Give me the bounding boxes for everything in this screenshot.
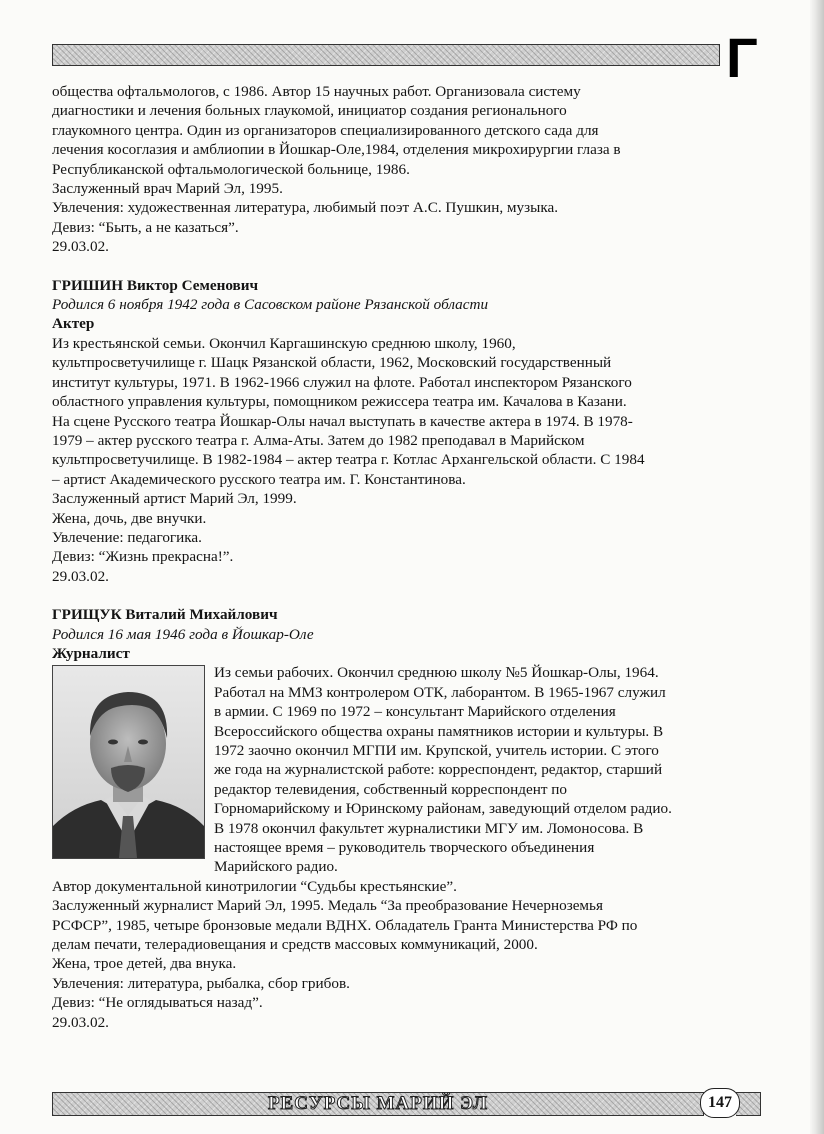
- text-line: Заслуженный журналист Марий Эл, 1995. Медаль “За преобразование Нечерноземья: [52, 897, 603, 915]
- text-line: Из семьи рабочих. Окончил среднюю школу №5 Йошкар-Олы, 1964.: [214, 664, 659, 682]
- text-line: Работал на ММЗ контролером ОТК, лаборантом. В 1965-1967 служил: [214, 683, 666, 701]
- text-line: Автор документальной кинотрилогии “Судьбы крестьянские”.: [52, 877, 457, 895]
- text-line: Марийского радио.: [214, 858, 338, 876]
- page-content: [52, 82, 768, 1032]
- page-number: 147: [700, 1088, 740, 1118]
- text-line: Девиз: “Жизнь прекрасна!”.: [52, 548, 234, 566]
- text-line: Всероссийского общества охраны памятников истории и культуры. В: [214, 722, 664, 740]
- text-line: Девиз: “Не оглядываться назад”.: [52, 994, 263, 1012]
- text-line: Заслуженный врач Марий Эл, 1995.: [52, 180, 283, 198]
- text-line: РСФСР”, 1985, четыре бронзовые медали ВДНХ. Обладатель Гранта Министерства РФ по: [52, 916, 638, 934]
- footer-band: [52, 1092, 704, 1116]
- header-decorative-band: [52, 44, 720, 66]
- text-line: Жена, трое детей, два внука.: [52, 955, 237, 973]
- text-line: глаукомного центра. Один из организаторов специализированного детского сада для: [52, 121, 599, 139]
- text-line: Увлечение: педагогика.: [52, 528, 202, 546]
- section-letter: Г: [726, 26, 758, 89]
- text-line: институт культуры, 1971. В 1962-1966 служил на флоте. Работал инспектором Рязанского: [52, 373, 632, 391]
- footer-title: РЕСУРСЫ МАРИЙ ЭЛ: [267, 1093, 489, 1114]
- portrait-illustration: [53, 666, 204, 858]
- text-line: Увлечения: литература, рыбалка, сбор грибов.: [52, 974, 350, 992]
- text-line: Жена, дочь, две внучки.: [52, 509, 207, 527]
- text-line: Республиканской офтальмологической больнице, 1986.: [52, 160, 410, 178]
- text-line: 29.03.02.: [52, 567, 109, 585]
- text-line: 29.03.02.: [52, 1013, 109, 1031]
- text-line: Из крестьянской семьи. Окончил Каргашинскую среднюю школу, 1960,: [52, 334, 516, 352]
- text-line: На сцене Русского театра Йошкар-Олы начал выступать в качестве актера в 1974. В 1978-: [52, 412, 633, 430]
- text-line: культпросветучилище. В 1982-1984 – актер театра г. Котлас Архангельской области. С 1984: [52, 451, 645, 469]
- text-line: редактор телевидения, собственный корреспондент по: [214, 780, 567, 798]
- entry-birth: Родился 6 ноября 1942 года в Сасовском районе Рязанской области: [52, 296, 489, 314]
- text-line: общества офтальмологов, с 1986. Автор 15 научных работ. Организовала систему: [52, 83, 581, 100]
- entry-profession: Журналист: [52, 644, 130, 662]
- text-line: – артист Академического русского театра им. Г. Константинова.: [52, 470, 466, 488]
- text-line: Горномарийскому и Юринскому районам, заведующий отделом радио.: [214, 800, 672, 818]
- text-line: в армии. С 1969 по 1972 – консультант Марийского отделения: [214, 703, 616, 721]
- text-line: Заслуженный артист Марий Эл, 1999.: [52, 490, 297, 508]
- photo-adjacent-text: [214, 663, 768, 876]
- photo-with-text: [52, 663, 768, 876]
- entry-profession: Актер: [52, 315, 95, 333]
- text-line: областного управления культуры, помощником режиссера театра им. Качалова в Казани.: [52, 393, 627, 411]
- entry-name: ГРИШИН Виктор Семенович: [52, 276, 259, 294]
- text-line: лечения косоглазия и амблиопии в Йошкар-Оле,1984, отделения микрохирургии глаза в: [52, 141, 621, 159]
- entry-birth: Родился 16 мая 1946 года в Йошкар-Оле: [52, 625, 314, 643]
- text-line: 29.03.02.: [52, 238, 109, 256]
- text-line: же года на журналистской работе: корреспондент, редактор, старший: [214, 761, 663, 779]
- entry-grishchuk: [52, 605, 768, 1032]
- text-line: 1972 заочно окончил МГПИ им. Крупской, учитель истории. С этого: [214, 742, 659, 759]
- text-line: делам печати, телерадиовещания и средств массовых коммуникаций, 2000.: [52, 936, 538, 954]
- text-line: Девиз: “Быть, а не казаться”.: [52, 218, 239, 236]
- entry-grishin: [52, 276, 768, 587]
- continuation-block: [52, 82, 768, 257]
- text-line: 1979 – актер русского театра г. Алма-Аты. Затем до 1982 преподавал в Марийском: [52, 431, 585, 449]
- text-line: культпросветучилище г. Шацк Рязанской области, 1962, Московский государственный: [52, 354, 612, 372]
- page-edge-shadow: [810, 0, 824, 1134]
- text-line: диагностики и лечения больных глаукомой, инициатор создания регионального: [52, 102, 567, 120]
- entry-name: ГРИЩУК Виталий Михайлович: [52, 606, 278, 624]
- text-line: В 1978 окончил факультет журналистики МГУ им. Ломоносова. В: [214, 819, 644, 837]
- text-line: настоящее время – руководитель творческого объединения: [214, 839, 595, 857]
- portrait-photo: [52, 665, 205, 859]
- text-line: Увлечения: художественная литература, любимый поэт А.С. Пушкин, музыка.: [52, 199, 559, 217]
